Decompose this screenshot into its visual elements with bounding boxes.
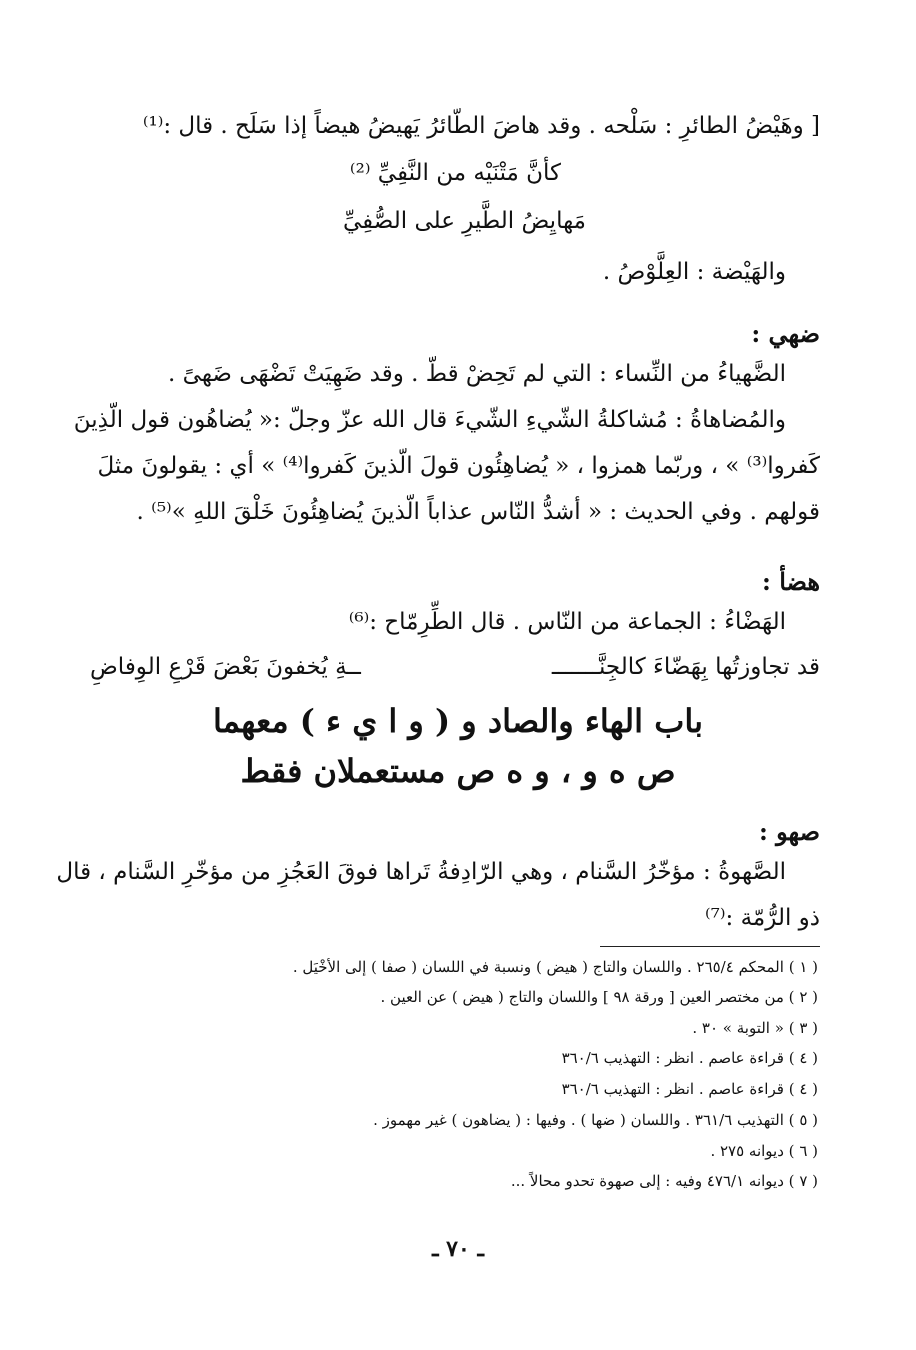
footnote-4: ( ٤ ) قراءة عاصم . انظر : التهذيب ٣٦٠/٦ xyxy=(561,1049,818,1067)
footnote-7: ( ٧ ) ديوانه ٤٧٦/١ وفيه : إلى صهوة تحدو محالاً ... xyxy=(510,1172,818,1190)
footnote-4b: ( ٤ ) قراءة عاصم . انظر : التهذيب ٣٦٠/٦ xyxy=(561,1080,818,1098)
heading-sahw: صهو : xyxy=(758,817,820,846)
footnote-6: ( ٦ ) ديوانه ٢٧٥ . xyxy=(710,1142,818,1160)
verse-line-1: كأنَّ مَتْنَيْه من النَّفِيِّ ⁽²⁾ xyxy=(349,160,561,186)
verse-line-2: مَهايِضُ الطَّيرِ على الصُّفِيِّ xyxy=(343,208,586,234)
entry-line-5: الضَّهياءُ من النِّساء : التي لم تَحِضْ قطّ . وقد ضَهِيَتْ تَضْهَى ضَهىً . xyxy=(168,361,786,387)
footnote-2: ( ٢ ) من مختصر العين [ ورقة ٩٨ ] واللسان والتاج ( هيض ) عن العين . xyxy=(380,988,818,1006)
footnote-5: ( ٥ ) التهذيب ٣٦١/٦ . واللسان ( ضها ) . وفيها : ( يضاهون ) غير مهموز . xyxy=(373,1111,818,1129)
footnote-1: ( ١ ) المحكم ٢٦٥/٤ . واللسان والتاج ( هيض ) ونسبة في اللسان ( صفا ) إلى الأخْيَل . xyxy=(292,958,818,976)
page-number: ـ ٧٠ ـ xyxy=(432,1236,484,1262)
entry-line-6: والمُضاهاةُ : مُشاكلةُ الشّيءِ الشّيءَ قال الله عزّ وجلّ :« يُضاهُون قول الّذِينَ xyxy=(73,407,786,433)
heading-dhahy: ضهي : xyxy=(751,319,820,348)
entry-line-1: [ وهَيْضُ الطائرِ : سَلْحه . وقد هاضَ الطّائرُ يَهيضُ هيضاً إذا سَلَح . قال :⁽¹⁾ xyxy=(142,113,820,139)
entry-line-7: كَفروا⁽³⁾ » ، وربّما همزوا ، « يُضاهِئُون قولَ الّذينَ كَفروا⁽⁴⁾ » أي : يقولونَ مثلَ xyxy=(97,453,820,479)
chapter-subtitle: ص ه و ، و ه ص مستعملان فقط xyxy=(240,752,676,790)
heading-hada: هضأ : xyxy=(762,567,820,596)
entry-line-10: الصَّهوةُ : مؤخّرُ السَّنام ، وهي الرّادِفةُ تَراها فوقَ العَجُزِ من مؤخّرِ السَّنام ، قال xyxy=(56,859,786,885)
chapter-title: باب الهاء والصاد و ( و ا ي ء ) معهما xyxy=(213,702,703,740)
footnote-3: ( ٣ ) « التوبة » ٣٠ . xyxy=(692,1019,818,1037)
entry-line-9: الهَضْاءُ : الجماعة من النّاس . قال الطِّرِمّاح :⁽⁶⁾ xyxy=(348,609,786,635)
entry-line-11: ذو الرُّمّة :⁽⁷⁾ xyxy=(705,905,820,931)
footnote-divider xyxy=(600,946,820,947)
verse-hemistich-2: ــةِ يُخفونَ بَعْضَ قَرْعِ الوِفاضِ xyxy=(90,654,361,680)
entry-line-8: قولهم . وفي الحديث : « أشدُّ النّاس عذاباً الّذينَ يُضاهِئُونَ خَلْقَ اللهِ »⁽⁵⁾ . xyxy=(136,499,820,525)
verse-hemistich-1: قد تجاوزتُها بِهَضّاءَ كالجِنَّـــــــ xyxy=(551,654,820,680)
entry-line-4: والهَيْضة : العِلَّوْصُ . xyxy=(602,259,786,285)
